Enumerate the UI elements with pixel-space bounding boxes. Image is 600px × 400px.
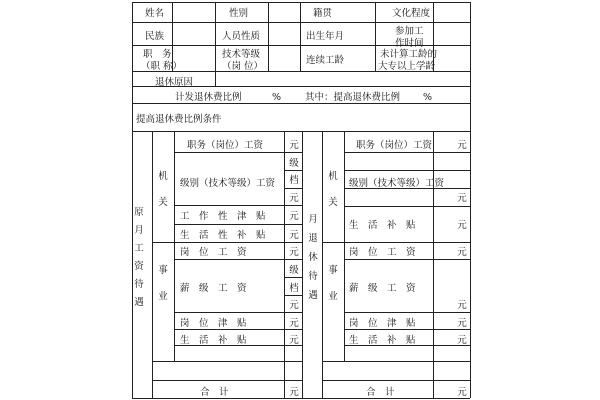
left-row-inst-scale-wage: 薪 级 工 资 — [180, 283, 247, 294]
right-unit-7: 元 — [457, 335, 467, 346]
header-row-line — [132, 103, 470, 104]
left-organ-label: 机 关 — [158, 171, 168, 208]
file-label-1: 档 — [289, 175, 299, 186]
left-unit-2: 元 — [289, 193, 299, 204]
left-row-line — [174, 329, 302, 330]
right-row-inst-scale-wage: 薪 级 工 资 — [349, 283, 416, 294]
left-unit-total: 元 — [289, 387, 299, 398]
right-blank-row-line — [322, 361, 470, 362]
header-row-line — [132, 131, 470, 132]
label-tech-grade-1: 技术等级 — [222, 49, 261, 60]
retire-reason-divider — [215, 71, 216, 86]
left-unit-7: 元 — [289, 318, 299, 329]
label-continuous-service: 连续工龄 — [306, 55, 345, 66]
left-blank-row-line — [152, 361, 302, 362]
left-row-work-allowance: 工 作 性 津 贴 — [180, 211, 266, 222]
label-ethnicity: 民族 — [145, 31, 165, 42]
left-row-line — [174, 224, 302, 225]
grade-label-2: 级 — [289, 265, 299, 276]
label-pension-ratio: 计发退休费比例 — [175, 92, 242, 103]
right-unit-1: 元 — [457, 140, 467, 151]
label-tech-grade-2: （岗 位） — [222, 61, 264, 72]
left-institution-label: 事 业 — [158, 265, 168, 302]
label-work-start-2: 作时间 — [395, 38, 424, 49]
right-row-inst-post-allowance: 岗 位 津 贴 — [349, 318, 416, 329]
left-row-line — [174, 242, 302, 243]
header-col-line — [215, 2, 216, 71]
grade-line — [284, 295, 302, 296]
grade-label-1: 级 — [289, 158, 299, 169]
right-category-divider — [344, 131, 345, 361]
left-row-grade-wage: 级别（技术等级）工资 — [180, 178, 276, 189]
left-row-line — [174, 205, 302, 206]
header-row-line — [132, 22, 470, 23]
grade-line — [284, 188, 302, 189]
left-row-line — [174, 259, 302, 260]
left-total-label: 合 计 — [200, 387, 229, 398]
right-unit-4: 元 — [457, 247, 467, 258]
right-unit-3: 元 — [457, 220, 467, 231]
left-row-inst-post-wage: 岗 位 工 资 — [180, 247, 247, 258]
right-organ-label: 机 关 — [328, 171, 338, 208]
label-percent-1: % — [272, 92, 282, 103]
label-education: 文化程度 — [392, 8, 431, 19]
header-col-line — [470, 2, 471, 71]
frame-line — [132, 71, 133, 131]
label-birth-date: 出生年月 — [306, 31, 345, 42]
left-unit-8: 元 — [289, 335, 299, 346]
right-blank-row-line — [322, 380, 470, 381]
left-row-line — [174, 312, 302, 313]
label-personnel-type: 人员性质 — [222, 31, 261, 42]
label-post-1: 职 务 — [143, 49, 172, 60]
right-row-line — [344, 259, 470, 260]
left-blank-row-line — [152, 380, 302, 381]
label-edu-years-2: 大专以上学龄 — [378, 61, 436, 72]
right-unit-6: 元 — [457, 318, 467, 329]
left-row-line — [174, 152, 302, 153]
left-block-divider — [152, 242, 174, 243]
label-edu-years-1: 未计算工龄的 — [380, 49, 438, 60]
label-work-start-1: 参加工 — [395, 26, 424, 37]
left-unit-6: 元 — [289, 300, 299, 311]
right-institution-label: 事 业 — [328, 265, 338, 302]
right-row-grade-wage: 级别（技术等级）工资 — [349, 178, 445, 189]
label-percent-2: % — [423, 92, 433, 103]
left-unit-4: 元 — [289, 230, 299, 241]
left-row-living-subsidy: 生 活 性 补 贴 — [180, 230, 266, 241]
right-row-inst-living-subsidy: 生 活 补 贴 — [349, 335, 416, 346]
header-col-line — [132, 2, 133, 71]
right-row-line — [344, 152, 470, 153]
center-divider — [302, 131, 303, 398]
label-gender: 性别 — [229, 8, 249, 19]
label-raised-ratio: 其中：提高退休费比例 — [305, 92, 401, 103]
right-row-line — [344, 329, 470, 330]
left-unit-divider — [284, 131, 285, 398]
grade-line — [284, 170, 302, 171]
bottom-line — [132, 398, 470, 399]
right-row-line — [344, 170, 470, 171]
right-row-inst-post-wage: 岗 位 工 资 — [349, 247, 416, 258]
right-title-divider — [322, 131, 323, 398]
right-total-label: 合 计 — [366, 387, 395, 398]
header-col-line — [375, 2, 376, 71]
left-category-divider — [174, 131, 175, 361]
right-section-title: 月 退 休 待 遇 — [308, 214, 318, 301]
left-title-divider — [152, 131, 153, 398]
left-section-title: 原 月 工 资 待 遇 — [134, 207, 144, 308]
header-col-line — [300, 2, 301, 71]
header-row-line — [132, 2, 470, 3]
left-row-inst-living-subsidy: 生 活 补 贴 — [180, 335, 247, 346]
right-block-divider — [322, 242, 344, 243]
grade-line — [284, 277, 302, 278]
left-unit-5: 元 — [289, 247, 299, 258]
right-unit-5: 元 — [457, 300, 467, 311]
label-raise-condition: 提高退休费比例条件 — [136, 114, 222, 125]
right-unit-divider — [433, 131, 434, 398]
frame-line — [470, 71, 471, 131]
left-unit-3: 元 — [289, 211, 299, 222]
right-row-post-wage: 职务（岗位）工资 — [356, 140, 433, 151]
file-label-2: 档 — [289, 283, 299, 294]
right-row-line — [344, 206, 470, 207]
left-row-inst-post-allowance: 岗 位 津 贴 — [180, 318, 247, 329]
right-unit-2: 元 — [457, 193, 467, 204]
right-unit-total: 元 — [457, 387, 467, 398]
left-unit-1: 元 — [289, 140, 299, 151]
label-name: 姓名 — [145, 8, 165, 19]
label-post-2: （职 称） — [141, 61, 183, 72]
header-col-line — [268, 2, 269, 71]
right-row-line — [344, 312, 470, 313]
right-row-living-subsidy: 生 活 补 贴 — [349, 220, 416, 231]
label-retire-reason: 退休原因 — [155, 77, 194, 88]
label-native-place: 籍贯 — [313, 8, 333, 19]
frame-line — [470, 131, 471, 398]
right-row-line — [344, 242, 470, 243]
left-row-post-wage: 职务（岗位）工资 — [187, 140, 264, 151]
